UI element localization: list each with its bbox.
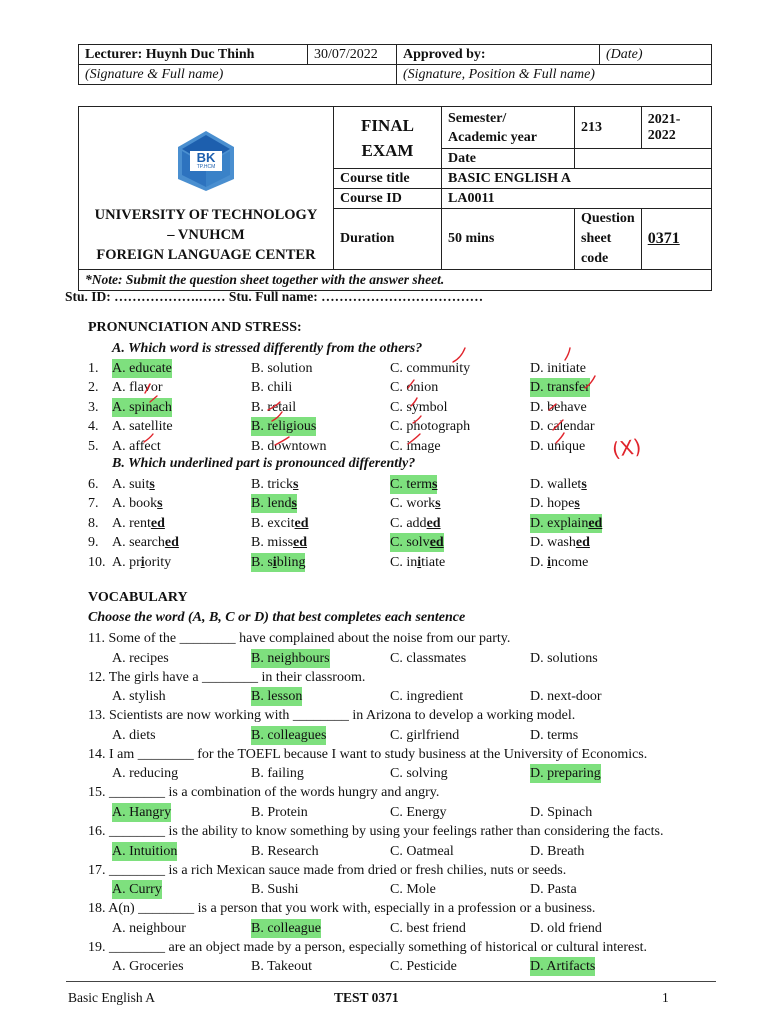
option-c[interactable]: [390, 494, 441, 513]
option-a[interactable]: [112, 533, 179, 552]
university-line-1: UNIVERSITY OF TECHNOLOGY: [94, 207, 318, 223]
option-d[interactable]: D. calendar: [530, 419, 595, 435]
course-title-cell: BASIC ENGLISH A: [442, 169, 712, 189]
option-d[interactable]: [530, 553, 588, 572]
university-line-3: FOREIGN LANGUAGE CENTER: [96, 247, 316, 263]
part-b-instruction: B. Which underlined part is pronounced differently?: [112, 456, 416, 471]
option-b[interactable]: [251, 475, 298, 494]
question-number: 4.: [88, 419, 99, 435]
handwritten-annotation: (X): [610, 434, 643, 462]
option-b[interactable]: B. neighbours: [251, 650, 330, 666]
question-number: 7.: [88, 496, 99, 512]
option-c[interactable]: C. symbol: [390, 399, 448, 415]
approval-signature-cell: (Signature, Position & Full name): [397, 65, 712, 85]
option-b[interactable]: B. solution: [251, 361, 313, 376]
option-b[interactable]: B. downtown: [251, 438, 327, 454]
option-d[interactable]: D. next-door: [530, 689, 602, 705]
option-c[interactable]: [390, 533, 444, 552]
option-a[interactable]: A. flavor: [112, 380, 163, 396]
option-c[interactable]: C. photograph: [390, 419, 471, 435]
lecturer-cell: Lecturer: Huynh Duc Thinh: [79, 45, 308, 65]
option-a[interactable]: A. educate: [112, 361, 172, 376]
option-b[interactable]: B. Takeout: [251, 959, 312, 975]
option-text: D. wash: [530, 535, 576, 551]
option-text-tail: ority: [144, 554, 172, 570]
option-text: A. search: [112, 535, 165, 551]
option-b[interactable]: [251, 553, 305, 572]
final-exam-cell: [334, 107, 442, 169]
footer-center: TEST 0371: [334, 990, 399, 1005]
option-text: C. work: [390, 496, 436, 512]
option-a[interactable]: A. reducing: [112, 766, 179, 782]
underlined-part: ed: [588, 515, 603, 531]
option-c[interactable]: [390, 553, 445, 572]
vocabulary-question: 17. ________ is a rich Mexican sauce made from dried or fresh chilies, nuts or seeds.: [88, 862, 567, 878]
option-a[interactable]: [112, 475, 155, 494]
vocabulary-instruction: Choose the word (A, B, C or D) that best completes each sentence: [88, 610, 466, 625]
vocabulary-question: 13. Scientists are now working with ________ in Arizona to develop a working model.: [88, 708, 576, 724]
section-vocabulary-title: VOCABULARY: [88, 590, 188, 605]
option-b[interactable]: B. colleagues: [251, 727, 327, 743]
option-d[interactable]: [530, 514, 602, 533]
option-text: B. miss: [251, 535, 294, 551]
vocabulary-question: 16. ________ is the ability to know something by using your feelings rather than considering the facts.: [88, 824, 664, 839]
footer-rule: [66, 981, 716, 982]
option-a[interactable]: A. spinach: [112, 399, 172, 415]
option-a[interactable]: A. Curry: [112, 882, 162, 898]
option-text: B. lend: [251, 496, 292, 512]
option-d[interactable]: D. Breath: [530, 843, 585, 859]
underlined-part: s: [157, 496, 163, 512]
vocabulary-question: 19. ________ are an object made by a person, especially something of historical or cultural interest.: [88, 939, 648, 955]
option-a[interactable]: A. satellite: [112, 419, 173, 435]
option-b[interactable]: B. Protein: [251, 804, 308, 820]
option-b[interactable]: [251, 514, 309, 533]
date-value-cell: [575, 149, 712, 169]
option-b[interactable]: B. colleague: [251, 920, 321, 936]
question-number: 5.: [88, 438, 99, 454]
approval-table: [78, 44, 712, 85]
option-text: D. hope: [530, 496, 575, 512]
option-c[interactable]: C. Oatmeal: [390, 843, 454, 859]
underlined-part: s: [291, 496, 297, 512]
option-c[interactable]: C. girlfriend: [390, 727, 460, 743]
approved-cell: Approved by:: [397, 45, 600, 65]
option-b[interactable]: B. failing: [251, 766, 304, 782]
option-text: D.: [530, 554, 548, 570]
option-c[interactable]: C. image: [390, 438, 441, 454]
option-d[interactable]: D. initiate: [530, 361, 586, 376]
option-a[interactable]: A. affect: [112, 438, 161, 454]
question-number: 10.: [88, 554, 106, 570]
qcode-cell: [641, 209, 711, 270]
underlined-part: s: [435, 496, 441, 512]
option-d[interactable]: D. old friend: [530, 920, 602, 936]
qcode-label-1: Question sheet: [581, 211, 635, 246]
option-text-tail: bling: [276, 554, 306, 570]
option-text: D. explain: [530, 515, 589, 531]
option-d[interactable]: D. preparing: [530, 766, 601, 782]
final-label: FINAL: [361, 115, 414, 135]
question-number: 1.: [88, 361, 99, 376]
university-line-2: – VNUHCM: [167, 227, 245, 243]
option-text: C. add: [390, 515, 427, 531]
section-pronunciation-title: PRONUNCIATION AND STRESS:: [88, 320, 302, 335]
option-a[interactable]: [112, 514, 165, 533]
question-number: 3.: [88, 399, 99, 415]
semester-label: Semester/: [448, 110, 507, 126]
option-d[interactable]: [530, 494, 580, 513]
underlined-part: s: [293, 477, 299, 492]
year-cell: 2021-2022: [641, 107, 711, 149]
option-a[interactable]: A. neighbour: [112, 920, 186, 936]
option-a[interactable]: A. Intuition: [112, 843, 178, 859]
option-text: D. wallet: [530, 477, 582, 492]
course-id-label-cell: Course ID: [334, 189, 442, 209]
option-a[interactable]: A. Groceries: [112, 959, 184, 975]
option-c[interactable]: [390, 475, 437, 494]
option-c[interactable]: C. solving: [390, 766, 448, 782]
underlined-part: ed: [429, 535, 444, 551]
option-d[interactable]: D. Artifacts: [530, 959, 596, 975]
underlined-part: ed: [293, 535, 308, 551]
option-c[interactable]: C. ingredient: [390, 689, 464, 705]
duration-cell: 50 mins: [442, 209, 575, 270]
option-text: A. pr: [112, 554, 141, 570]
underlined-part: s: [574, 496, 580, 512]
underlined-part: ed: [164, 535, 179, 551]
option-b[interactable]: B. Research: [251, 843, 319, 859]
vocabulary-question: 15. ________ is a combination of the words hungry and angry.: [88, 785, 440, 801]
vocabulary-question: 18. A(n) ________ is a person that you work with, especially in a profession or a business.: [88, 901, 596, 917]
option-c[interactable]: C. best friend: [390, 920, 466, 936]
date-placeholder-cell: (Date): [600, 45, 712, 65]
option-c[interactable]: [390, 514, 441, 533]
underlined-part: i: [272, 554, 277, 570]
qcode-label-2: code: [581, 251, 609, 266]
underlined-part: i: [140, 554, 145, 570]
logo-subtext: TP.HCM: [196, 164, 216, 170]
option-d[interactable]: D. solutions: [530, 650, 598, 666]
option-text: B. excit: [251, 515, 295, 531]
date-label-cell: Date: [442, 149, 575, 169]
underlined-part: ed: [575, 535, 590, 551]
option-text: C. term: [390, 477, 432, 492]
question-number: 9.: [88, 535, 99, 551]
underlined-part: s: [432, 477, 438, 492]
option-b[interactable]: [251, 494, 297, 513]
option-d[interactable]: D. terms: [530, 727, 579, 743]
option-b[interactable]: B. lesson: [251, 689, 303, 705]
student-info-line: Stu. ID: ……………….…… Stu. Full name: ………………………………: [65, 289, 484, 304]
option-text: B. trick: [251, 477, 293, 492]
option-b[interactable]: [251, 533, 307, 552]
option-c[interactable]: C. community: [390, 361, 471, 376]
question-number: 8.: [88, 515, 99, 531]
duration-label-cell: Duration: [334, 209, 442, 270]
option-a[interactable]: [112, 494, 163, 513]
university-logo: [174, 129, 238, 193]
question-number: 6.: [88, 477, 99, 492]
course-title-label-cell: Course title: [334, 169, 442, 189]
option-b[interactable]: B. religious: [251, 419, 317, 435]
option-d[interactable]: D. Pasta: [530, 882, 577, 898]
option-text: A. rent: [112, 515, 151, 531]
option-a[interactable]: A. recipes: [112, 650, 169, 666]
vocabulary-question: 14. I am ________ for the TOEFL because I want to study business at the University of Economics.: [88, 746, 648, 762]
academic-year-label: Academic year: [448, 129, 538, 145]
qcode-label-cell: [575, 209, 642, 270]
vocabulary-question: 11. Some of the ________ have complained about the noise from our party.: [88, 631, 511, 646]
logo-text: BK: [196, 150, 216, 165]
option-text: C. solv: [390, 535, 430, 551]
option-d[interactable]: D. transfer: [530, 380, 590, 396]
option-b[interactable]: B. Sushi: [251, 882, 299, 898]
option-b[interactable]: B. chili: [251, 380, 293, 396]
option-d[interactable]: D. unique: [530, 438, 586, 454]
note-cell: *Note: Submit the question sheet together with the answer sheet.: [79, 270, 712, 291]
university-cell: [79, 107, 334, 270]
option-c[interactable]: C. Mole: [390, 882, 436, 898]
underlined-part: i: [547, 554, 552, 570]
option-text: B. s: [251, 554, 273, 570]
option-c[interactable]: C. classmates: [390, 650, 467, 666]
option-a[interactable]: [112, 553, 171, 572]
question-number: 2.: [88, 380, 99, 396]
underlined-part: s: [149, 477, 155, 492]
exam-label: EXAM: [361, 140, 414, 160]
underlined-part: ed: [294, 515, 309, 531]
option-d[interactable]: D. Spinach: [530, 804, 593, 820]
option-text-tail: ncome: [551, 554, 589, 570]
qcode-value: 0371: [647, 230, 680, 247]
footer-left: Basic English A: [68, 990, 155, 1005]
option-c[interactable]: C. Pesticide: [390, 959, 457, 975]
option-a[interactable]: A. diets: [112, 727, 156, 743]
underlined-part: i: [417, 554, 422, 570]
option-text: C. in: [390, 554, 418, 570]
date-cell: 30/07/2022: [308, 45, 397, 65]
semester-label-cell: [442, 107, 575, 149]
signature-cell: (Signature & Full name): [79, 65, 397, 85]
underlined-part: ed: [150, 515, 165, 531]
underlined-part: s: [581, 477, 587, 492]
option-d[interactable]: D. behave: [530, 399, 587, 415]
option-d[interactable]: [530, 533, 590, 552]
option-b[interactable]: B. retail: [251, 399, 297, 415]
option-a[interactable]: A. stylish: [112, 689, 166, 705]
option-c[interactable]: C. onion: [390, 380, 439, 396]
option-text: A. suit: [112, 477, 150, 492]
option-text-tail: tiate: [421, 554, 446, 570]
semester-cell: 213: [575, 107, 642, 149]
underlined-part: ed: [426, 515, 441, 531]
option-d[interactable]: [530, 475, 587, 494]
option-c[interactable]: C. Energy: [390, 804, 447, 820]
course-id-cell: LA0011: [442, 189, 712, 209]
exam-header-table: [78, 106, 712, 291]
option-text: A. book: [112, 496, 158, 512]
footer-page-number: 1: [662, 990, 669, 1005]
part-a-instruction: A. Which word is stressed differently from the others?: [112, 341, 423, 356]
vocabulary-question: 12. The girls have a ________ in their classroom.: [88, 669, 366, 685]
option-a[interactable]: A. Hangry: [112, 804, 172, 820]
